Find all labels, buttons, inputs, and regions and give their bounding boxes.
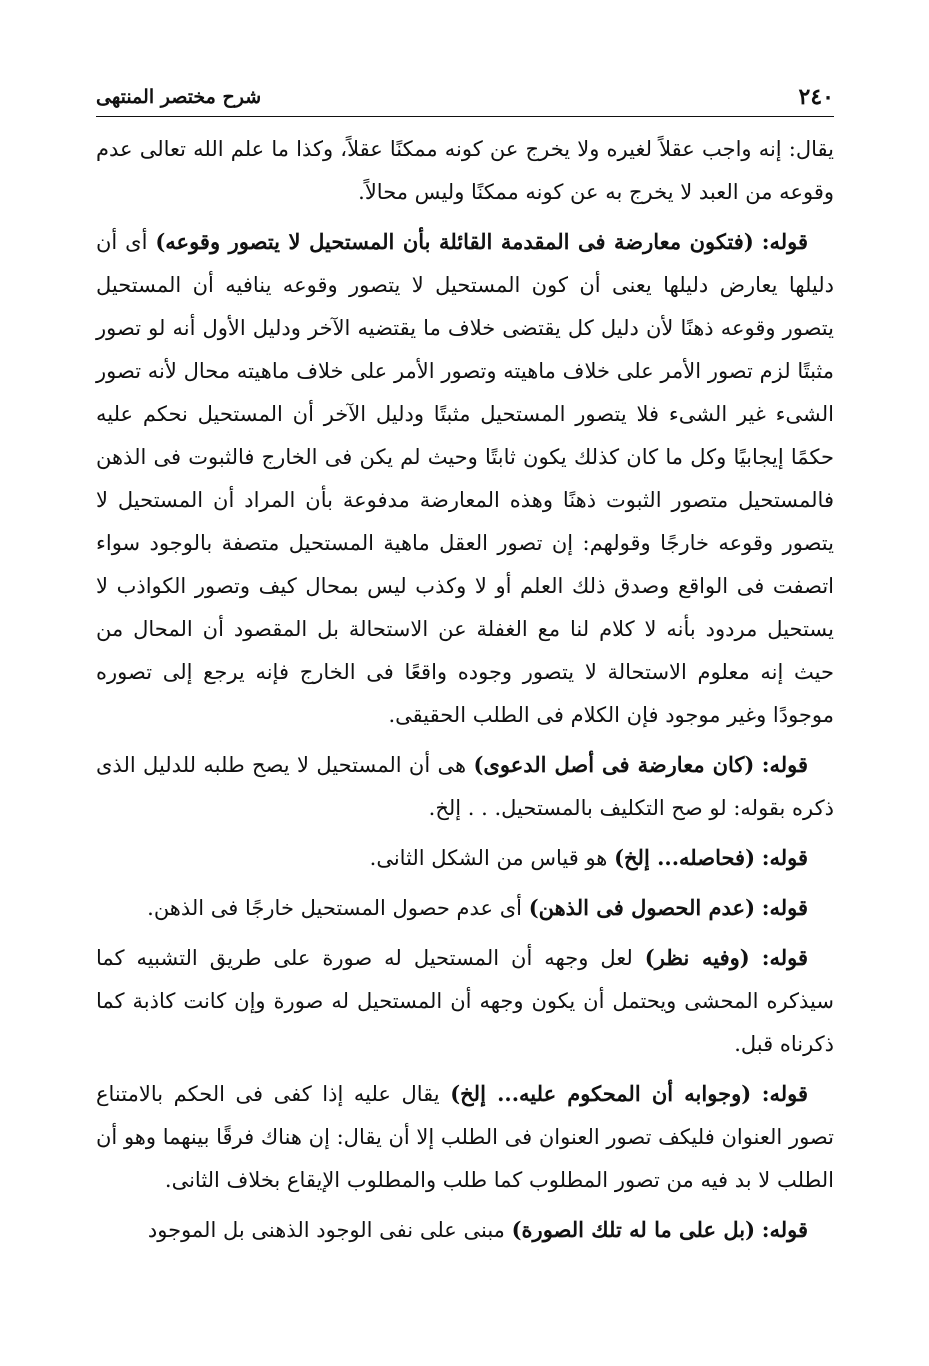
quoted-phrase: (عدم الحصول فى الذهن) bbox=[528, 895, 756, 920]
paragraph bbox=[96, 128, 834, 214]
paragraph-text: هى أن المستحيل لا يصح طلبه للدليل الذى ذكره بقوله: لو صح التكليف بالمستحيل. . . إلخ. bbox=[96, 753, 834, 820]
paragraph-text: يقال: إنه واجب عقلاً لغيره ولا يخرج عن كونه ممكنًا عقلاً، وكذا ما علم الله تعالى عدم وقوعه من العبد لا يخرج به عن كونه ممكنًا وليس محالاً. bbox=[96, 137, 834, 204]
page-number: ٢٤٠ bbox=[798, 84, 834, 110]
paragraph-text: مبنى على نفى الوجود الذهنى بل الموجود bbox=[147, 1218, 505, 1242]
running-title: شرح مختصر المنتهى bbox=[96, 86, 262, 108]
page-header bbox=[96, 82, 834, 117]
paragraph-text: أى أن دليلها يعارض دليلها يعنى أن كون المستحيل لا يتصور وقوعه ينافيه أن المستحيل يتصور وقوعه ذهنًا لأن دليل كل يقتضى خلاف ما يقتضيه الآخر ودليل الأول أنه لو تصور مثبتًا لزم تصور الأمر على خلاف ماهيته وتصور الأمر على خلاف ماهيته محال لأنه تصور الشىء غير الشىء فلا يتصور المستحيل مثبتًا ودليل الآخر أن المستحيل نحكم عليه حكمًا إيجابيًا وكل ما كان كذلك يكون ثابتًا وحيث لم يكن فى الخارج فالثبوت فى الذهن فالمستحيل متصور الثبوت ذهنًا وهذه المعارضة مدفوعة بأن المراد أن المستحيل لا يتصور وقوعه خارجًا وقولهم: إن تصور العقل ماهية المستحيل متصفة بالوجود سواء اتصفت فى الواقع وصدق ذلك العلم أو لا وكذب ليس بمحال كيف وتصور الكواذب لا يستحيل مردود بأنه لا كلام لنا مع الغفلة عن الاستحالة بل المقصود أن المحال من حيث إنه معلوم الاستحالة لا يتصور وجوده واقعًا فى الخارج فإنه يرجع إلى تصوره موجودًا وغير موجود فإن الكلام فى الطلب الحقيقى. bbox=[96, 230, 834, 727]
page-body bbox=[96, 128, 834, 1258]
commentary-paragraph bbox=[96, 1072, 834, 1202]
commentary-lead: قوله: bbox=[761, 895, 808, 920]
quoted-phrase: (وفيه نظر) bbox=[644, 945, 750, 970]
commentary-paragraph bbox=[96, 936, 834, 1066]
commentary-lead: قوله: bbox=[761, 229, 808, 254]
commentary-paragraph bbox=[96, 220, 834, 737]
commentary-paragraph bbox=[96, 743, 834, 830]
quoted-phrase: (فحاصله... إلخ) bbox=[614, 845, 756, 870]
paragraph-text: يقال عليه إذا كفى فى الحكم بالامتناع تصور العنوان فليكف تصور العنوان فى الطلب إلا أن يقال: إن هناك فرقًا بينهما وهو أن الطلب لا بد فيه من تصور المطلوب كما طلب والمطلوب الإيقاع بخلاف الثانى. bbox=[96, 1082, 834, 1192]
quoted-phrase: (وجوابه أن المحكوم عليه... إلخ) bbox=[450, 1081, 752, 1106]
commentary-lead: قوله: bbox=[761, 945, 809, 970]
commentary-paragraph bbox=[96, 1208, 834, 1252]
quoted-phrase: (بل على ما له تلك الصورة) bbox=[511, 1217, 756, 1242]
paragraph-text: لعل وجهه أن المستحيل له صورة على طريق التشبيه كما سيذكره المحشى ويحتمل أن يكون وجهه أن المستحيل له صورة وإن كانت كاذبة كما ذكرناه قبل. bbox=[96, 946, 834, 1056]
commentary-lead: قوله: bbox=[761, 1217, 808, 1242]
paragraph-text: هو قياس من الشكل الثانى. bbox=[369, 846, 608, 870]
commentary-lead: قوله: bbox=[761, 752, 808, 777]
quoted-phrase: (فتكون معارضة فى المقدمة القائلة بأن المستحيل لا يتصور وقوعه) bbox=[155, 229, 754, 254]
commentary-lead: قوله: bbox=[761, 845, 808, 870]
commentary-paragraph bbox=[96, 886, 834, 930]
commentary-lead: قوله: bbox=[761, 1081, 809, 1106]
paragraph-text: أى عدم حصول المستحيل خارجًا فى الذهن. bbox=[147, 896, 522, 920]
commentary-paragraph bbox=[96, 836, 834, 880]
quoted-phrase: (كان معارضة فى أصل الدعوى) bbox=[473, 752, 755, 777]
